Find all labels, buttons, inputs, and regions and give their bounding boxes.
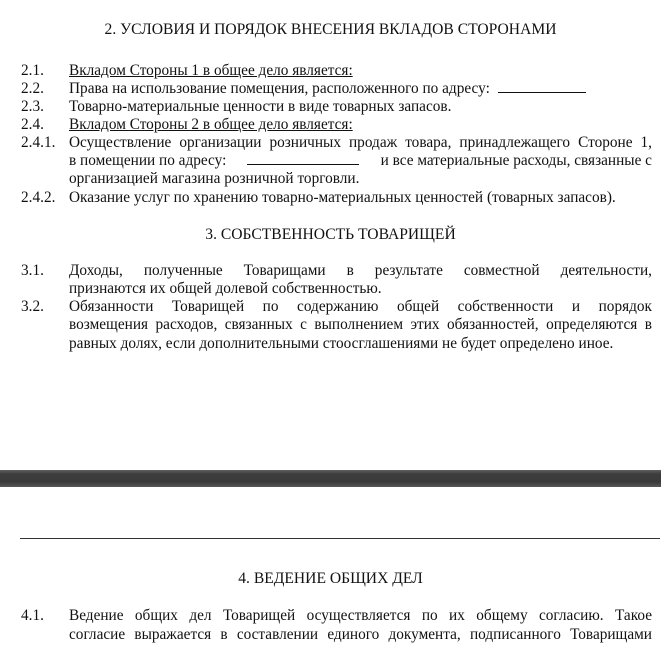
- item-4-1-line-1: Ведение общих дел Товарищей осуществляется по их общему согласию. Такое: [69, 607, 652, 624]
- item-2-4-2-number: 2.4.2.: [21, 189, 56, 206]
- section-4-heading: 4. ВЕДЕНИЕ ОБЩИХ ДЕЛ: [238, 570, 423, 587]
- address-blank-2: [247, 152, 359, 165]
- item-2-4-1-number: 2.4.1.: [21, 134, 56, 151]
- item-2-4-2-text: Оказание услуг по хранению товарно-материальных ценностей (товарных запасов).: [69, 189, 616, 206]
- address-blank-1: [498, 80, 586, 93]
- item-3-2-line-2: возмещения расходов, связанных с выполнением этих обязанностей, определяются в: [69, 316, 652, 333]
- item-3-2-number: 3.2.: [21, 298, 44, 315]
- section-3-heading: 3. СОБСТВЕННОСТЬ ТОВАРИЩЕЙ: [205, 226, 456, 243]
- item-2-2-row: [69, 80, 586, 98]
- document-page-2: [0, 487, 661, 651]
- item-2-3-number: 2.3.: [21, 98, 44, 115]
- item-2-4-1-line-2: [69, 152, 652, 170]
- item-2-2-number: 2.2.: [21, 80, 44, 97]
- item-2-1-text: Вкладом Стороны 1 в общее дело является:: [69, 62, 353, 79]
- item-2-4-1-line-2b: и все материальные расходы, связанные с: [380, 152, 652, 169]
- item-3-1-number: 3.1.: [21, 262, 44, 279]
- item-2-4-1-line-1: Осуществление организации розничных продаж товара, принадлежащего Стороне 1,: [69, 134, 652, 151]
- item-3-2-line-3: равных долях, если дополнительными стоосглашениями не будет определено иное.: [69, 335, 614, 352]
- page-break-gap: [0, 470, 661, 487]
- item-2-4-1-line-2a: в помещении по адресу:: [69, 152, 227, 169]
- section-2-heading: 2. УСЛОВИЯ И ПОРЯДОК ВНЕСЕНИЯ ВКЛАДОВ СТОРОНАМИ: [104, 21, 557, 38]
- item-2-2-text: Права на использование помещения, расположенного по адресу:: [69, 80, 490, 97]
- item-2-3-text: Товарно-материальные ценности в виде товарных запасов.: [69, 98, 452, 115]
- item-3-1-line-1: Доходы, полученные Товарищами в результате совместной деятельности,: [69, 262, 652, 279]
- item-3-1-line-2: признаются их общей долевой собственностью.: [69, 280, 382, 297]
- header-rule: [20, 538, 660, 539]
- item-4-1-line-2: согласие выражается в составлении единого документа, подписанного Товарищами: [69, 626, 652, 643]
- item-2-1-number: 2.1.: [21, 62, 44, 79]
- item-2-4-text: Вкладом Стороны 2 в общее дело является:: [69, 116, 353, 133]
- item-3-2-line-1: Обязанности Товарищей по содержанию общей собственности и порядок: [69, 298, 652, 315]
- item-2-4-1-line-3: организацией магазина розничной торговли.: [69, 170, 360, 187]
- item-2-4-number: 2.4.: [21, 116, 44, 133]
- item-4-1-number: 4.1.: [21, 607, 44, 624]
